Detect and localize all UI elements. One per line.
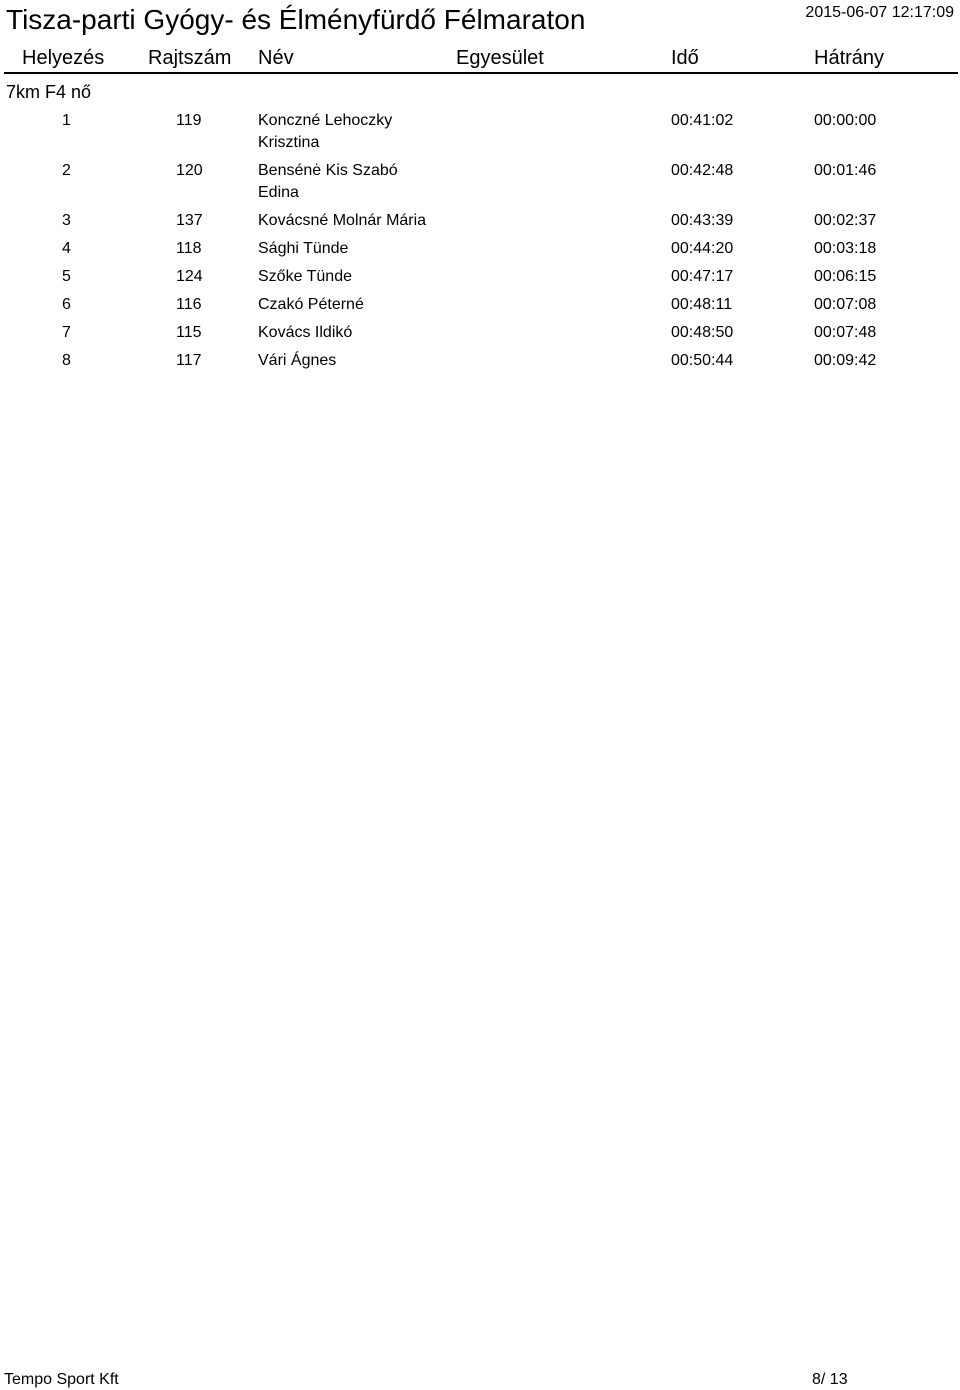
table-row	[0, 160, 960, 210]
footer-page-number: 8/ 13	[812, 1371, 848, 1388]
cell-time: 00:42:48	[671, 162, 734, 179]
table-row	[0, 110, 960, 160]
column-header-time: Idő	[671, 47, 699, 69]
cell-bib: 117	[176, 352, 202, 369]
cell-position: 2	[62, 162, 71, 179]
cell-name: Kovács Ildikó	[258, 324, 353, 341]
cell-position: 5	[62, 268, 71, 285]
cell-name: Vári Ágnes	[258, 352, 337, 369]
cell-position: 1	[62, 112, 71, 129]
table-row	[0, 266, 960, 294]
cell-time: 00:47:17	[671, 268, 734, 285]
cell-name: Konczné Lehoczky Krisztina	[258, 112, 393, 151]
cell-time: 00:48:50	[671, 324, 734, 341]
table-row	[0, 350, 960, 378]
cell-name: Sághi Tünde	[258, 240, 349, 257]
cell-position: 3	[62, 212, 71, 229]
column-header-bib: Rajtszám	[148, 47, 232, 69]
category-heading: 7km F4 nő	[6, 82, 92, 102]
cell-name: Czakó Péterné	[258, 296, 364, 313]
cell-gap: 00:06:15	[814, 268, 877, 285]
cell-position: 7	[62, 324, 71, 341]
cell-position: 8	[62, 352, 71, 369]
cell-gap: 00:07:48	[814, 324, 877, 341]
cell-time: 00:44:20	[671, 240, 734, 257]
cell-bib: 116	[176, 296, 202, 313]
table-row	[0, 322, 960, 350]
cell-gap: 00:01:46	[814, 162, 877, 179]
column-header-gap: Hátrány	[814, 47, 885, 69]
cell-position: 6	[62, 296, 71, 313]
cell-bib: 115	[176, 324, 202, 341]
page-title: Tisza-parti Gyógy- és Élményfürdő Félmaraton	[6, 4, 586, 35]
table-row	[0, 210, 960, 238]
cell-time: 00:48:11	[671, 296, 733, 313]
cell-gap: 00:09:42	[814, 352, 877, 369]
table-row	[0, 238, 960, 266]
column-header-row	[0, 44, 960, 72]
cell-name: Bensénė Kis Szabó Edina	[258, 162, 398, 201]
cell-time: 00:50:44	[671, 352, 734, 369]
cell-name: Szőke Tünde	[258, 268, 352, 285]
cell-gap: 00:07:08	[814, 296, 877, 313]
cell-time: 00:41:02	[671, 112, 734, 129]
cell-bib: 124	[176, 268, 203, 285]
cell-bib: 118	[176, 240, 202, 257]
cell-gap: 00:03:18	[814, 240, 877, 257]
footer-company: Tempo Sport Kft	[4, 1371, 119, 1388]
results-table	[0, 110, 960, 378]
cell-bib: 120	[176, 162, 203, 179]
header-divider	[4, 72, 958, 74]
cell-bib: 119	[176, 112, 202, 129]
cell-name: Kovácsné Molnár Mária	[258, 212, 427, 229]
cell-gap: 00:02:37	[814, 212, 877, 229]
cell-time: 00:43:39	[671, 212, 734, 229]
column-header-name: Név	[258, 47, 294, 69]
table-row	[0, 294, 960, 322]
column-header-club: Egyesület	[456, 47, 544, 69]
cell-position: 4	[62, 240, 71, 257]
cell-bib: 137	[176, 212, 203, 229]
cell-gap: 00:00:00	[814, 112, 877, 129]
column-header-position: Helyezés	[22, 47, 105, 69]
print-timestamp: 2015-06-07 12:17:09	[805, 4, 954, 21]
